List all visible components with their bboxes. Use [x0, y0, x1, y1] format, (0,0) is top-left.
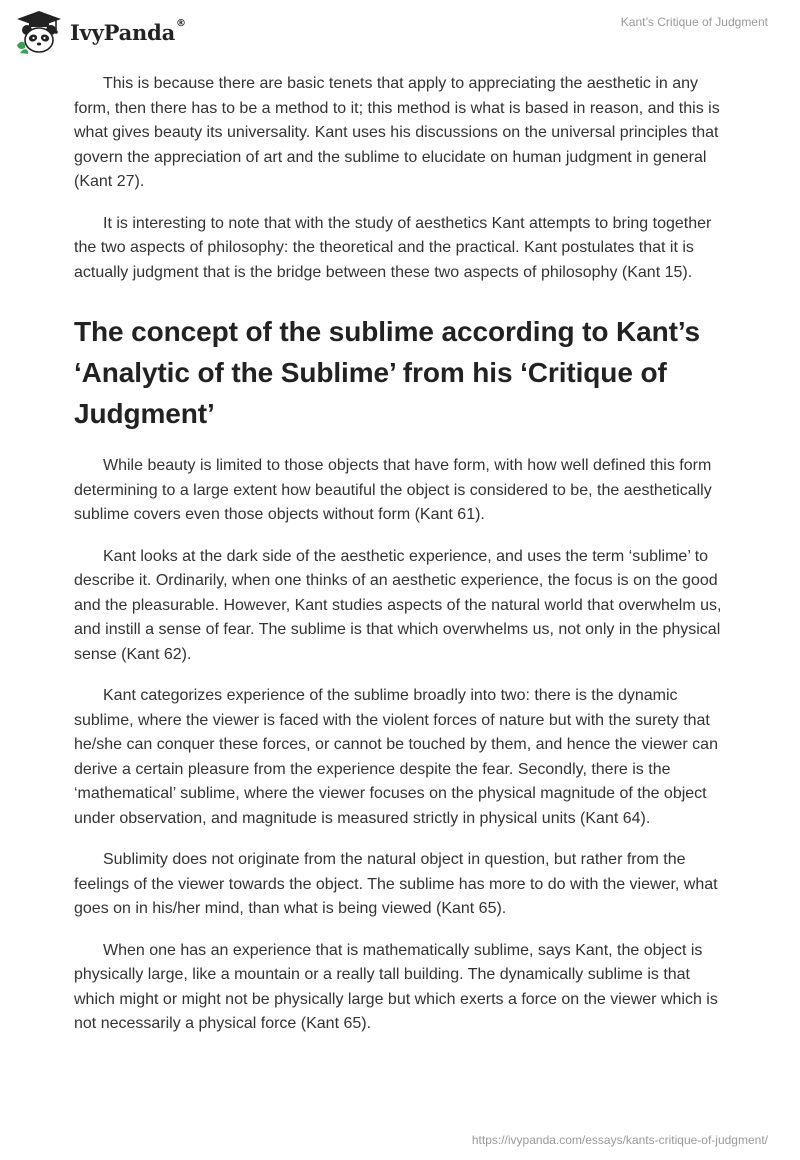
brand-name: IvyPanda®	[70, 17, 186, 45]
paragraph: This is because there are basic tenets that apply to appreciating the aesthetic in any form, then there has to be a method to it; this method is what is based in reason, and this is what gives beauty its universality. Kant uses his discussions on the universal principles that govern the appreciation of art and the sublime to elucidate on human judgment in general (Kant 27).	[74, 75, 720, 190]
source-url[interactable]: https://ivypanda.com/essays/kants-critique-of-judgment/	[471, 1133, 768, 1147]
paragraph: It is interesting to note that with the study of aesthetics Kant attempts to bring together the two aspects of philosophy: the theoretical and the practical. Kant postulates that it is actually judgment that is the bridge between these two aspects of philosophy (Kant 15).	[74, 214, 712, 281]
document-title: Kant’s Critique of Judgment	[620, 15, 768, 29]
page-header	[0, 0, 800, 64]
panda-graduate-icon	[14, 9, 64, 55]
paragraph: While beauty is limited to those objects that have form, with how well defined this form determining to a large extent how beautiful the object is considered to be, the aesthetically sublime covers even those objects without form (Kant 61).	[74, 457, 712, 523]
registered-mark: ®	[176, 17, 186, 29]
paragraph: When one has an experience that is mathematically sublime, says Kant, the object is physically large, like a mountain or a really tall building. The dynamically sublime is that which might or might not be physically large but which exerts a force on the viewer which is not necessarily a physical force (Kant 65).	[74, 941, 718, 1032]
section-heading: The concept of the sublime according to Kant’s ‘Analytic of the Sublime’ from his ‘Critique of Judgment’	[74, 316, 700, 429]
brand-logo[interactable]	[14, 8, 186, 56]
paragraph: Sublimity does not originate from the natural object in question, but rather from the feelings of the viewer towards the object. The sublime has more to do with the viewer, what goes on in his/her mind, than what is being viewed (Kant 65).	[74, 851, 718, 917]
essay-content	[74, 72, 730, 1054]
paragraph: Kant looks at the dark side of the aesthetic experience, and uses the term ‘sublime’ to describe it. Ordinarily, when one thinks of an aesthetic experience, the focus is on the good and the pleasurable. However, Kant studies aspects of the natural world that overwhelm us, and instill a sense of fear. The sublime is that which overwhelms us, not only in the physical sense (Kant 62).	[74, 547, 722, 663]
paragraph: Kant categorizes experience of the sublime broadly into two: there is the dynamic sublime, where the viewer is faced with the violent forces of nature but with the surety that he/she can conquer these forces, or cannot be touched by them, and hence the viewer can derive a certain pleasure from the experience despite the fear. Secondly, there is the ‘mathematical’ sublime, where the viewer focuses on the physical magnitude of the object under observation, and magnitude is measured strictly in physical units (Kant 64).	[74, 687, 718, 827]
